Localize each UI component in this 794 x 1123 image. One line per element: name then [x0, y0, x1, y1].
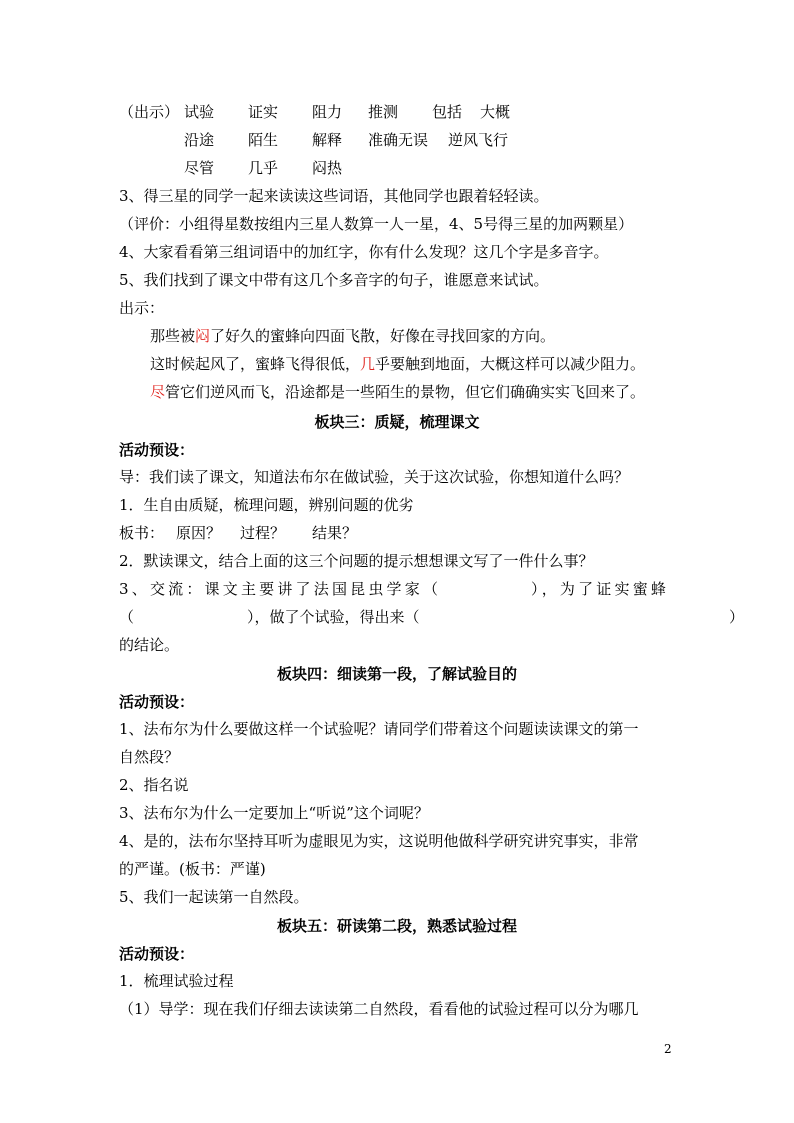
paragraph: 自然段？ — [119, 748, 180, 766]
highlight-char: 闷 — [195, 327, 211, 345]
words-prefix: （出示） — [119, 103, 180, 121]
paragraph: 的严谨。(板书：严谨) — [119, 860, 266, 878]
board-item: 结果？ — [312, 524, 358, 542]
paragraph: 5、我们一起读第一自然段。 — [119, 888, 309, 906]
word: 解释 — [312, 131, 343, 149]
word: 尽管 — [184, 159, 215, 177]
page-number: 2 — [664, 1042, 672, 1056]
paragraph: 4、是的，法布尔坚持耳听为虚眼见为实，这说明他做科学研究讲究事实，非常 — [119, 832, 639, 850]
paragraph: 的结论。 — [119, 636, 180, 654]
word: 包括 — [432, 103, 463, 121]
paragraph: 2．默读课文，结合上面的这三个问题的提示想想课文写了一件什么事？ — [119, 552, 594, 570]
example-sentence: 尽管它们逆风而飞，沿途都是一些陌生的景物，但它们确确实实飞回来了。 — [150, 383, 646, 401]
section-heading: 板块五：研读第二段，熟悉试验过程 — [276, 917, 517, 935]
word: 证实 — [248, 103, 279, 121]
paragraph: （ — [119, 608, 135, 626]
example-sentence: 那些被闷了好久的蜜蜂向四面飞散，好像在寻找回家的方向。 — [150, 327, 556, 345]
word: 陌生 — [248, 131, 279, 149]
activity-label: 活动预设： — [119, 945, 195, 963]
evaluation-note: （评价：小组得星数按组内三星人数算一人一星，4、5号得三星的加两颗星） — [119, 215, 634, 233]
board-label: 板书： — [119, 524, 165, 542]
word: 准确无误 — [368, 131, 429, 149]
board-item: 原因？ — [176, 524, 222, 542]
paragraph: ），为了证实蜜蜂 — [531, 580, 670, 598]
word: 闷热 — [312, 159, 343, 177]
word: 逆风飞行 — [448, 131, 509, 149]
paragraph: 1．梳理试验过程 — [119, 972, 234, 990]
paragraph: 3、得三星的同学一起来读读这些词语，其他同学也跟着轻轻读。 — [119, 187, 549, 205]
activity-label: 活动预设： — [119, 441, 195, 459]
paragraph: 5、我们找到了课文中带有这几个多音字的句子，谁愿意来试试。 — [119, 271, 549, 289]
word: 推测 — [368, 103, 399, 121]
word: 沿途 — [184, 131, 215, 149]
paragraph: 1．生自由质疑，梳理问题，辨别问题的优劣 — [119, 496, 414, 514]
paragraph: 2、指名说 — [119, 776, 189, 794]
paragraph: 3、法布尔为什么一定要加上“听说”这个词呢？ — [119, 804, 429, 822]
paragraph: 导：我们读了课文，知道法布尔在做试验，关于这次试验，你想知道什么吗？ — [119, 468, 630, 486]
paragraph: （1）导学：现在我们仔细去读读第二自然段，看看他的试验过程可以分为哪几 — [119, 1000, 639, 1018]
activity-label: 活动预设： — [119, 693, 195, 711]
paragraph: ） — [729, 608, 745, 626]
board-item: 过程？ — [240, 524, 286, 542]
paragraph: ），做了个试验，得出来（ — [247, 608, 420, 626]
paragraph: 3、交流：课文主要讲了法国昆虫学家（ — [119, 580, 442, 598]
word: 大概 — [480, 103, 511, 121]
word: 几乎 — [248, 159, 279, 177]
example-sentence: 这时候起风了，蜜蜂飞得很低，几乎要触到地面，大概这样可以减少阻力。 — [150, 355, 646, 373]
section-heading: 板块三：质疑，梳理课文 — [314, 413, 480, 431]
section-heading: 板块四：细读第一段，了解试验目的 — [276, 665, 517, 683]
show-label: 出示： — [119, 299, 165, 317]
word: 试验 — [184, 103, 215, 121]
highlight-char: 几 — [360, 355, 376, 373]
word: 阻力 — [312, 103, 343, 121]
paragraph: 1、法布尔为什么要做这样一个试验呢？请同学们带着这个问题读读课文的第一 — [119, 720, 639, 738]
highlight-char: 尽 — [150, 383, 166, 401]
paragraph: 4、大家看看第三组词语中的加红字，你有什么发现？这几个字是多音字。 — [119, 243, 609, 261]
